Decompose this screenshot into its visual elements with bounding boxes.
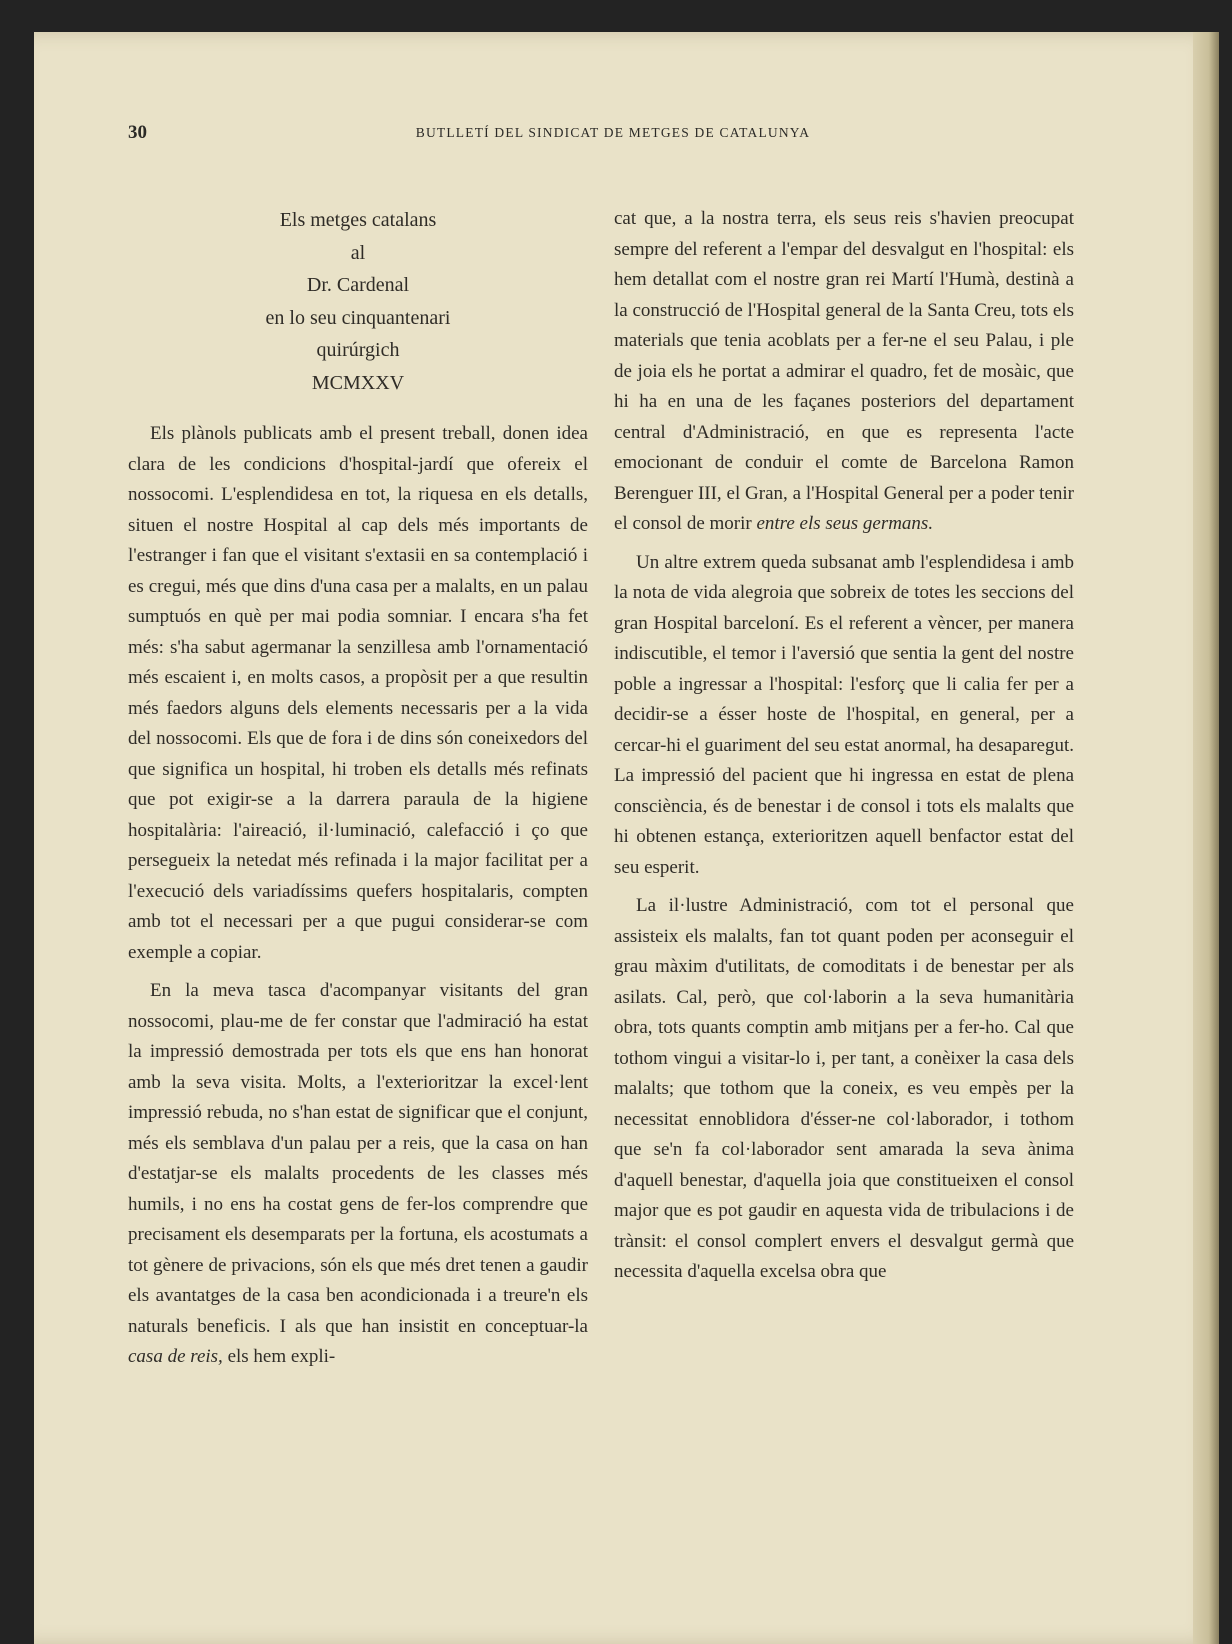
- dedication-line: Dr. Cardenal: [306, 274, 410, 296]
- paragraph-text: els hem expli-: [227, 1346, 336, 1367]
- page-number: 30: [128, 122, 147, 143]
- document-page: [34, 32, 1219, 1644]
- dedication-line: al: [350, 241, 366, 264]
- paragraph: [128, 976, 588, 1373]
- paragraph: La il·lustre Administració, com tot el personal que assisteix els malalts, fan tot quant poden per aconseguir el grau màxim d'utilitats, de comoditats i de benestar per als asilats. Cal, però, que col·laborin a la seva humanitària obra, tots quants comptin amb mitjans per a fer-ho. Cal que tothom vingui a visitar-lo i, per tant, a conèixer la casa dels malalts; que tothom que la coneix, es veu empès per la necessitat ennoblidora d'ésser-ne col·laborador, i tothom que se'n fa col·laborador sent amarada la seva ànima d'aquell benestar, d'aquella joia que constitueixen el consol major que es pot gaudir en aquesta vida de tribulacions i de trànsit: el consol complert envers el desvalgut germà que necessita d'aquella excelsa obra que: [614, 895, 1074, 1282]
- paragraph: Un altre extrem queda subsanat amb l'esplendidesa i amb la nota de vida alegroia que sobreix de totes les seccions del gran Hospital barceloní. Es el referent a vèncer, per manera indiscutible, el temor i l'aversió que sentia la gent del nostre poble a ingressar a l'hospital: l'esforç que li calia fer per a decidir-se a ésser hoste de l'hospital, en general, per a cercar-hi el guariment del seu estat anormal, ha desaparegut. La impressió del pacient que hi ingressa en estat de plena consciència, és de benestar i de consol i tots els malalts que hi obtenen estança, exterioritzen aquell benfactor estat del seu esperit.: [614, 551, 1074, 878]
- dedication-line: Els metges catalans: [279, 209, 437, 231]
- page-binding-edge: [1193, 32, 1219, 1644]
- paragraph-text: cat que, a la nostra terra, els seus reis s'havien preocupat sempre del referent a l'empar del desvalgut en l'hospital: els hem detallat com el nostre gran rei Martí l'Humà, destinà a la construcció de l'Hospital general de la Santa Creu, tots els materials que tenia acoblats per a fer-ne el seu Palau, i ple de joia els he portat a admirar el quadro, fet de mosàic, que hi ha en una de les façanes posteriors del departament central d'Administració, en que es representa l'acte emocionant de conduir el comte de Barcelona Ramon Berenguer III, el Gran, a l'Hospital General per a poder tenir el consol de morir: [614, 208, 1074, 534]
- paragraph-continued: [614, 204, 1074, 540]
- italic-phrase: entre els seus germans.: [756, 513, 934, 534]
- dedication-line: quirúrgich: [316, 339, 400, 361]
- left-column: [128, 204, 588, 1381]
- journal-title: BUTLLETÍ DEL SINDICAT DE METGES DE CATALUNYA: [415, 125, 811, 140]
- running-header: [128, 122, 1098, 146]
- paragraph-text: En la meva tasca d'acompanyar visitants del gran nossocomi, plau-me de fer constar que l'admiració ha estat la impressió demostrada per tots els que ens han honorat amb la seva visita. Molts, a l'exterioritzar la excel·lent impressió rebuda, no s'han estat de significar que el conjunt, més els semblava d'un palau per a reis, que la casa on han d'estatjar-se els malalts procedents de les classes més humils, i no ens ha costat gens de fer-los comprendre que precisament els desemparats per la fortuna, els acostumats a tot gènere de privacions, són els que més dret tenen a gaudir els avantatges de la casa ben acondicionada i a treure'n els naturals beneficis. I als que han insistit en conceptuar-la: [128, 980, 588, 1337]
- italic-phrase: casa de reis,: [128, 1346, 223, 1367]
- paragraph: Els plànols publicats amb el present treball, donen idea clara de les condicions d'hospital-jardí que ofereix el nossocomi. L'esplendidesa en tot, la riquesa en els detalls, situen el nostre Hospital al cap dels més importants de l'estranger i fan que el visitant s'extasii en sa contemplació i es cregui, més que dins d'una casa per a malalts, en un palau sumptuós en què per mai podia somniar. I encara s'ha fet més: s'ha sabut agermanar la senzillesa amb l'ornamentació més escaient i, en molts casos, a propòsit per a que resultin més faedors alguns dels elements necessaris per a la vida del nossocomi. Els que de fora i de dins són coneixedors del que significa un hospital, hi troben els detalls més refinats que pot exigir-se a la darrera paraula de la higiene hospitalària: l'aireació, il·luminació, calefacció i ço que persegueix la netedat més refinada i la major facilitat per a l'execució dels variadíssims quefers hospitalaris, compten amb tot el necessari per a que pugui considerar-se com exemple a copiar.: [128, 423, 588, 963]
- dedication-line: en lo seu cinquantenari: [265, 306, 451, 329]
- dedication-block: [128, 204, 588, 399]
- right-column: [614, 204, 1074, 1296]
- dedication-line: MCMXXV: [311, 371, 405, 394]
